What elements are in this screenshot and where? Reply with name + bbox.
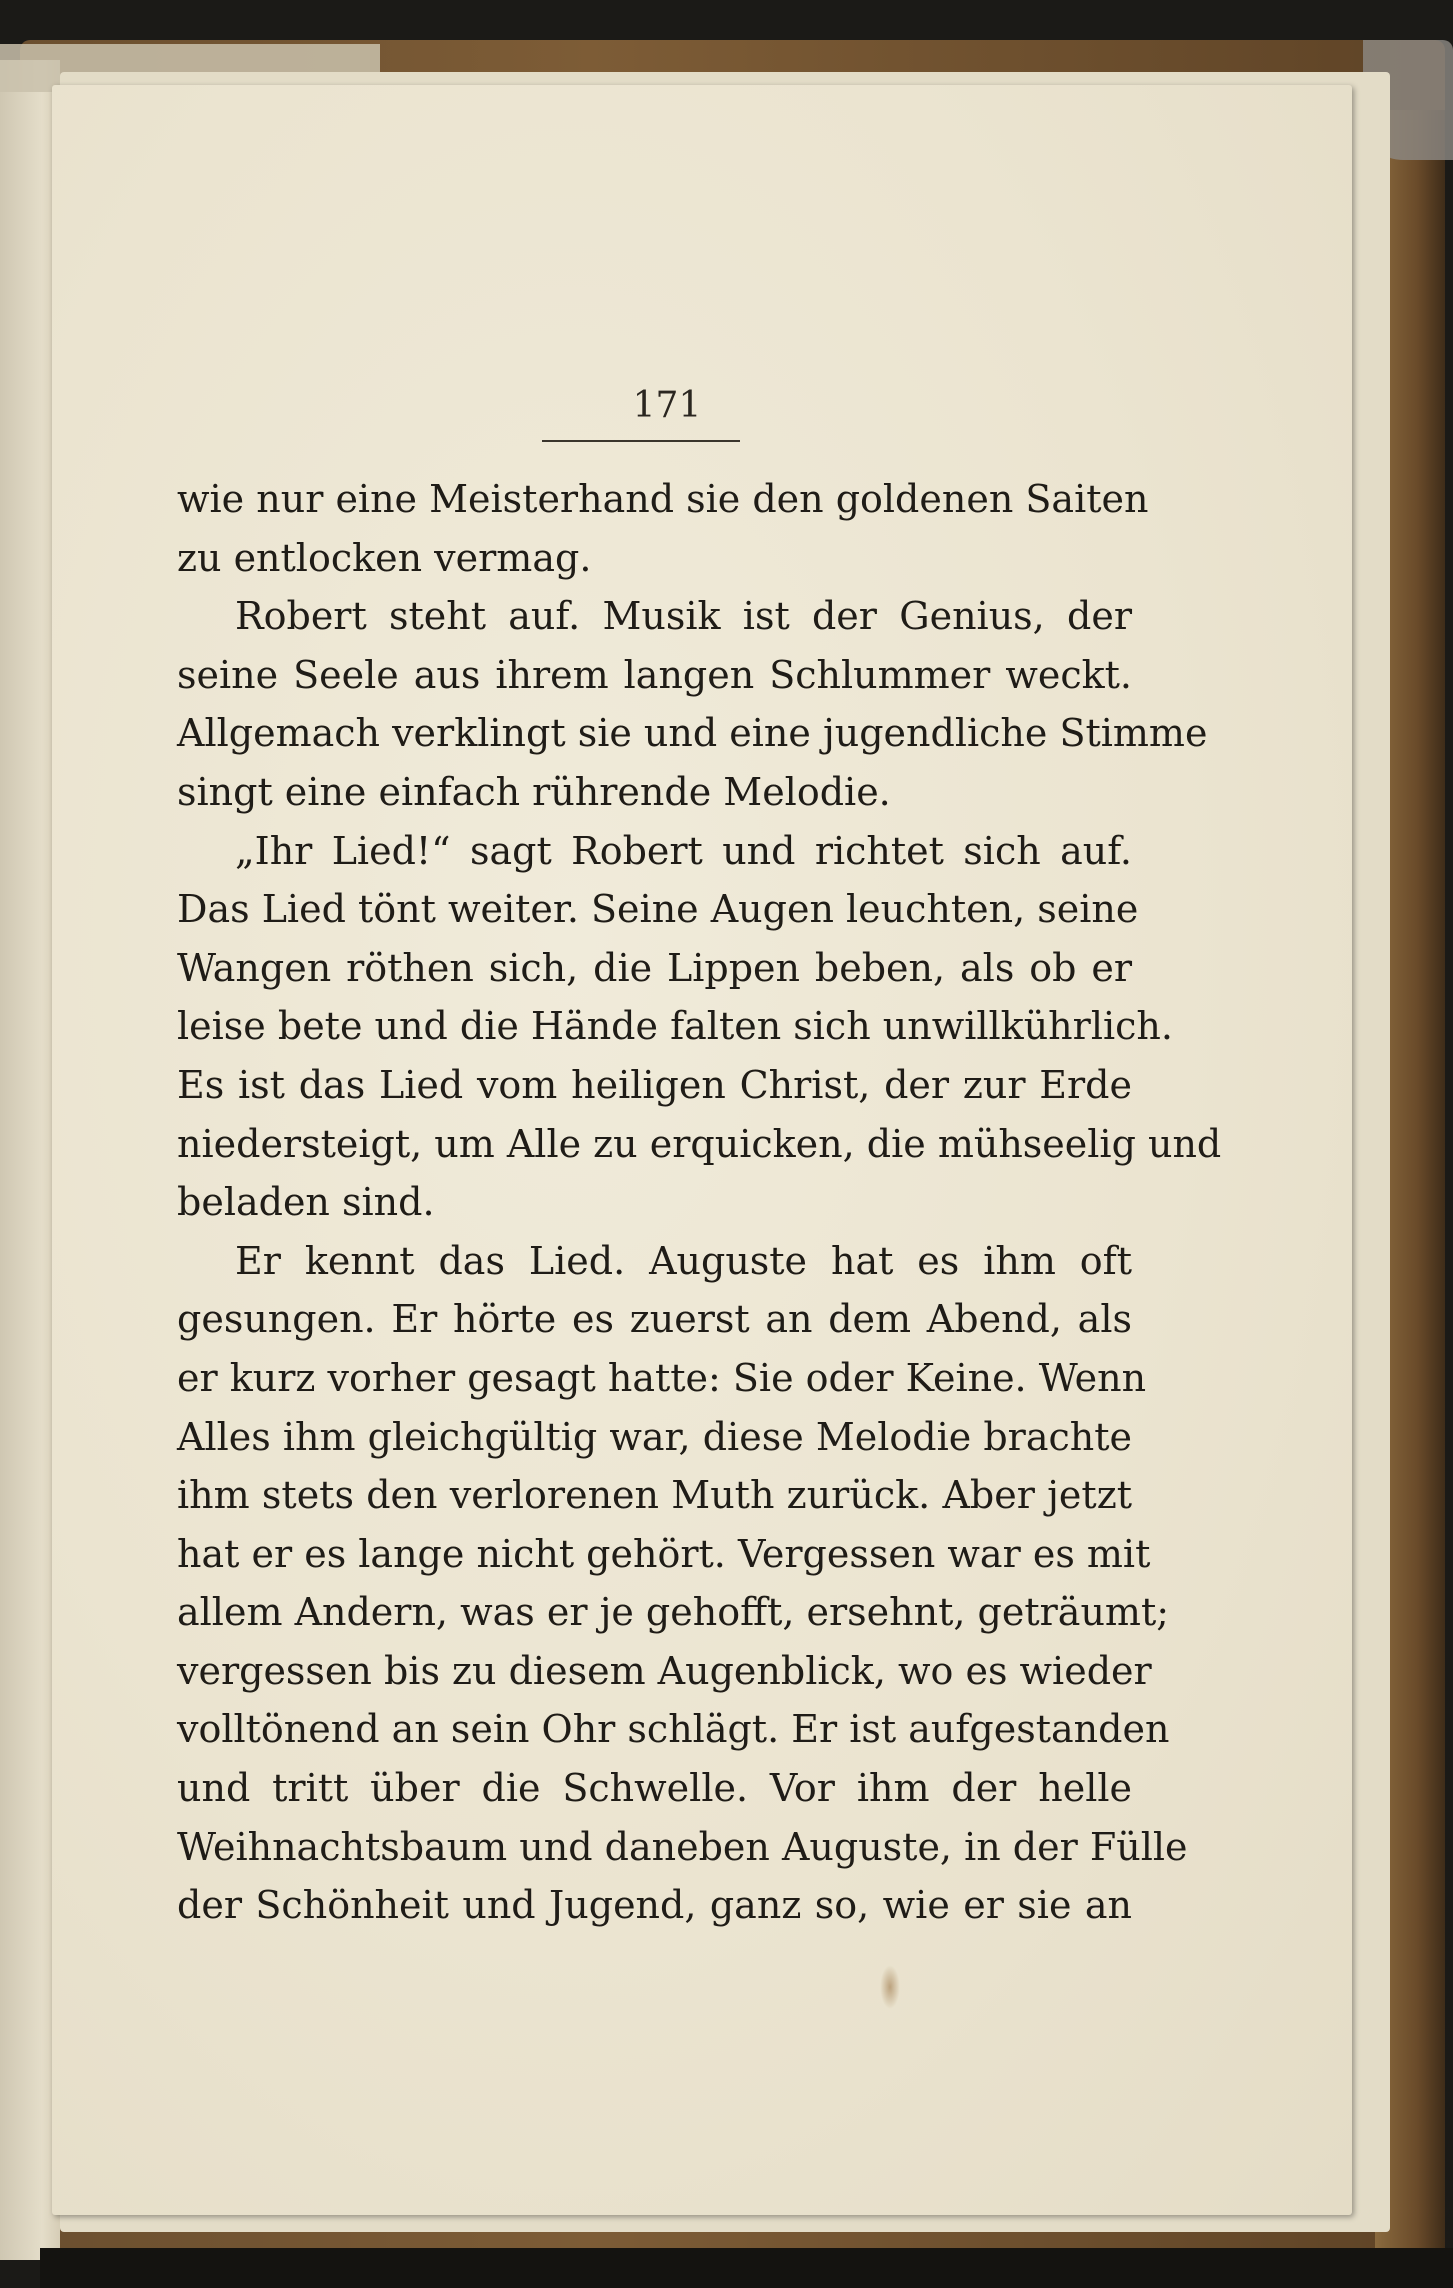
text-line: Allgemach verklingt sie und eine jugendliche Stimme (177, 711, 1208, 756)
text-line: beladen sind. (177, 1180, 435, 1225)
text-line: ihm stets den verlorenen Muth zurück. Aber jetzt (177, 1473, 1132, 1518)
text-line: leise bete und die Hände falten sich unwillkührlich. (177, 1004, 1173, 1049)
text-line: und tritt über die Schwelle. Vor ihm der helle (177, 1766, 1132, 1811)
text-line: er kurz vorher gesagt hatte: Sie oder Keine. Wenn (177, 1355, 1147, 1400)
text-line: Weihnachtsbaum und daneben Auguste, in der Fülle (177, 1824, 1188, 1869)
text-line: Er kennt das Lied. Auguste hat es ihm oft (235, 1238, 1132, 1283)
page-number-rule (542, 440, 740, 442)
text-line: niedersteigt, um Alle zu erquicken, die mühseelig und (177, 1121, 1222, 1166)
page-number: 171 (632, 385, 702, 426)
text-line: wie nur eine Meisterhand sie den goldenen Saiten (177, 477, 1149, 521)
paper-stain (880, 1965, 900, 2009)
text-line: allem Andern, was er je gehofft, ersehnt, geträumt; (177, 1590, 1170, 1635)
left-page-edge (0, 60, 60, 2260)
text-line: seine Seele aus ihrem langen Schlummer weckt. (177, 652, 1132, 697)
text-line: Wangen röthen sich, die Lippen beben, als ob er (177, 945, 1132, 990)
scan-bottom-edge (40, 2248, 1453, 2288)
text-line: hat er es lange nicht gehört. Vergessen war es mit (177, 1531, 1151, 1576)
text-line: vergessen bis zu diesem Augenblick, wo es wieder (177, 1648, 1152, 1693)
body-text (177, 470, 1222, 1935)
text-line: der Schönheit und Jugend, ganz so, wie er sie an (177, 1883, 1132, 1928)
text-line: zu entlocken vermag. (177, 535, 592, 580)
text-line: gesungen. Er hörte es zuerst an dem Abend, als (177, 1297, 1132, 1342)
page-sheet (52, 85, 1352, 2215)
text-line: singt eine einfach rührende Melodie. (177, 769, 891, 814)
text-line: „Ihr Lied!“ sagt Robert und richtet sich auf. (235, 828, 1132, 873)
text-line: Das Lied tönt weiter. Seine Augen leuchten, seine (177, 887, 1139, 932)
text-line: Alles ihm gleichgültig war, diese Melodie brachte (177, 1414, 1132, 1459)
text-line: volltönend an sein Ohr schlägt. Er ist aufgestanden (177, 1707, 1170, 1752)
text-line: Robert steht auf. Musik ist der Genius, der (235, 594, 1132, 639)
text-line: Es ist das Lied vom heiligen Christ, der zur Erde (177, 1062, 1132, 1107)
